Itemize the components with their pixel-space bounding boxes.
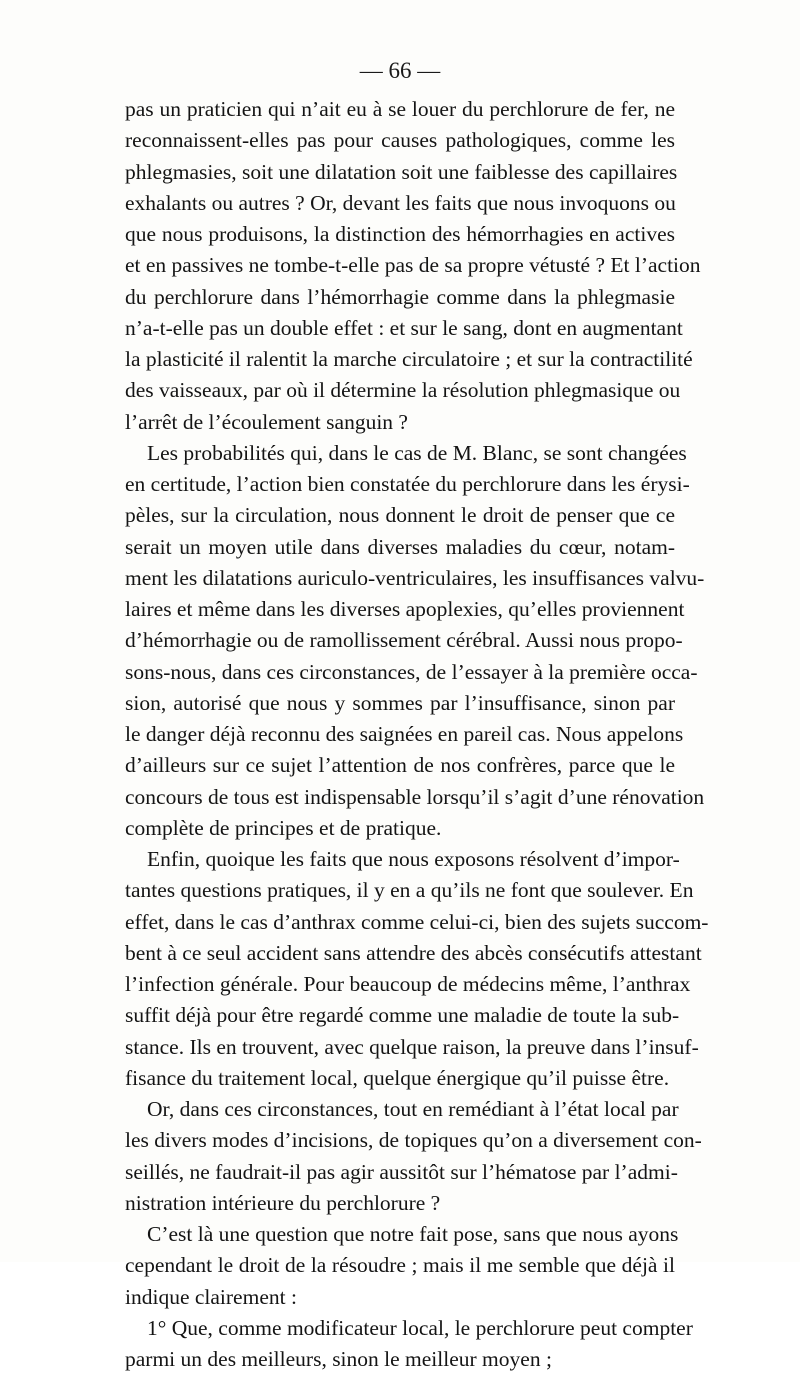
text-line: pèles, sur la circulation, nous donnent le droit de penser que ce xyxy=(125,503,675,528)
text-line: la plasticité il ralentit la marche circulatoire ; et sur la contractilité xyxy=(125,347,693,371)
text-line: pas un praticien qui n’ait eu à se louer du perchlorure de fer, ne xyxy=(125,97,675,121)
text-line: sons-nous, dans ces circonstances, de l’essayer à la première occa- xyxy=(125,659,698,684)
text-line: l’arrêt de l’écoulement sanguin ? xyxy=(125,409,408,434)
text-line: fisance du traitement local, quelque énergique qu’il puisse être. xyxy=(125,1065,670,1090)
text-line: concours de tous est indispensable lorsqu’il s’agit d’une rénovation xyxy=(125,784,705,809)
text-line: tantes questions pratiques, il y en a qu’ils ne font que soulever. En xyxy=(125,878,694,903)
text-line: d’ailleurs sur ce sujet l’attention de nos confrères, parce que le xyxy=(125,753,675,778)
text-line: et en passives ne tombe-t-elle pas de sa propre vétusté ? Et l’action xyxy=(125,253,701,278)
text-line: nistration intérieure du perchlorure ? xyxy=(125,1190,441,1215)
text-line: ment les dilatations auriculo-ventriculaires, les insuffisances valvu- xyxy=(125,565,705,590)
text-line: n’a-t-elle pas un double effet : et sur le sang, dont en augmentant xyxy=(125,315,683,340)
text-line: complète de principes et de pratique. xyxy=(125,815,442,840)
text-line: serait un moyen utile dans diverses maladies du cœur, notam- xyxy=(125,534,675,559)
text-line: effet, dans le cas d’anthrax comme celui-ci, bien des sujets succom- xyxy=(125,909,709,934)
body-text xyxy=(125,94,709,1375)
text-line: sion, autorisé que nous y sommes par l’insuffisance, sinon par xyxy=(125,690,675,715)
text-line: C’est là une question que notre fait pose, sans que nous ayons xyxy=(147,1222,679,1246)
text-line: Les probabilités qui, dans le cas de M. Blanc, se sont changées xyxy=(147,440,687,465)
text-line: phlegmasies, soit une dilatation soit une faiblesse des capillaires xyxy=(125,159,678,184)
text-line: exhalants ou autres ? Or, devant les faits que nous invoquons ou xyxy=(125,190,676,215)
text-line: reconnaissent-elles pas pour causes pathologiques, comme les xyxy=(125,128,675,153)
text-line: d’hémorrhagie ou de ramollissement cérébral. Aussi nous propo- xyxy=(125,628,683,653)
text-line: bent à ce seul accident sans attendre des abcès consécutifs attestant xyxy=(125,940,702,965)
text-line: 1° Que, comme modificateur local, le perchlorure peut compter xyxy=(147,1315,693,1340)
text-line: Or, dans ces circonstances, tout en remédiant à l’état local par xyxy=(147,1097,679,1121)
text-line: que nous produisons, la distinction des hémorrhagies en actives xyxy=(125,222,675,246)
text-line: des vaisseaux, par où il détermine la résolution phlegmasique ou xyxy=(125,378,681,403)
text-line: laires et même dans les diverses apoplexies, qu’elles proviennent xyxy=(125,597,685,621)
text-line: seillés, ne faudrait-il pas agir aussitôt sur l’hématose par l’admi- xyxy=(125,1159,678,1184)
text-line: stance. Ils en trouvent, avec quelque raison, la preuve dans l’insuf- xyxy=(125,1034,699,1059)
text-line: Enfin, quoique les faits que nous exposons résolvent d’impor- xyxy=(147,847,680,871)
text-line: l’infection générale. Pour beaucoup de médecins même, l’anthrax xyxy=(125,972,691,996)
text-line: parmi un des meilleurs, sinon le meilleur moyen ; xyxy=(125,1347,552,1371)
text-line: en certitude, l’action bien constatée du perchlorure dans les érysi- xyxy=(125,472,690,496)
page-number: — 66 — xyxy=(359,58,441,83)
text-line: suffit déjà pour être regardé comme une maladie de toute la sub- xyxy=(125,1003,680,1028)
text-line: du perchlorure dans l’hémorrhagie comme dans la phlegmasie xyxy=(125,284,675,309)
text-line: indique clairement : xyxy=(125,1284,297,1309)
text-line: le danger déjà reconnu des saignées en pareil cas. Nous appelons xyxy=(125,722,684,746)
text-line: cependant le droit de la résoudre ; mais il me semble que déjà il xyxy=(125,1253,675,1278)
text-line: les divers modes d’incisions, de topiques qu’on a diversement con- xyxy=(125,1128,702,1153)
